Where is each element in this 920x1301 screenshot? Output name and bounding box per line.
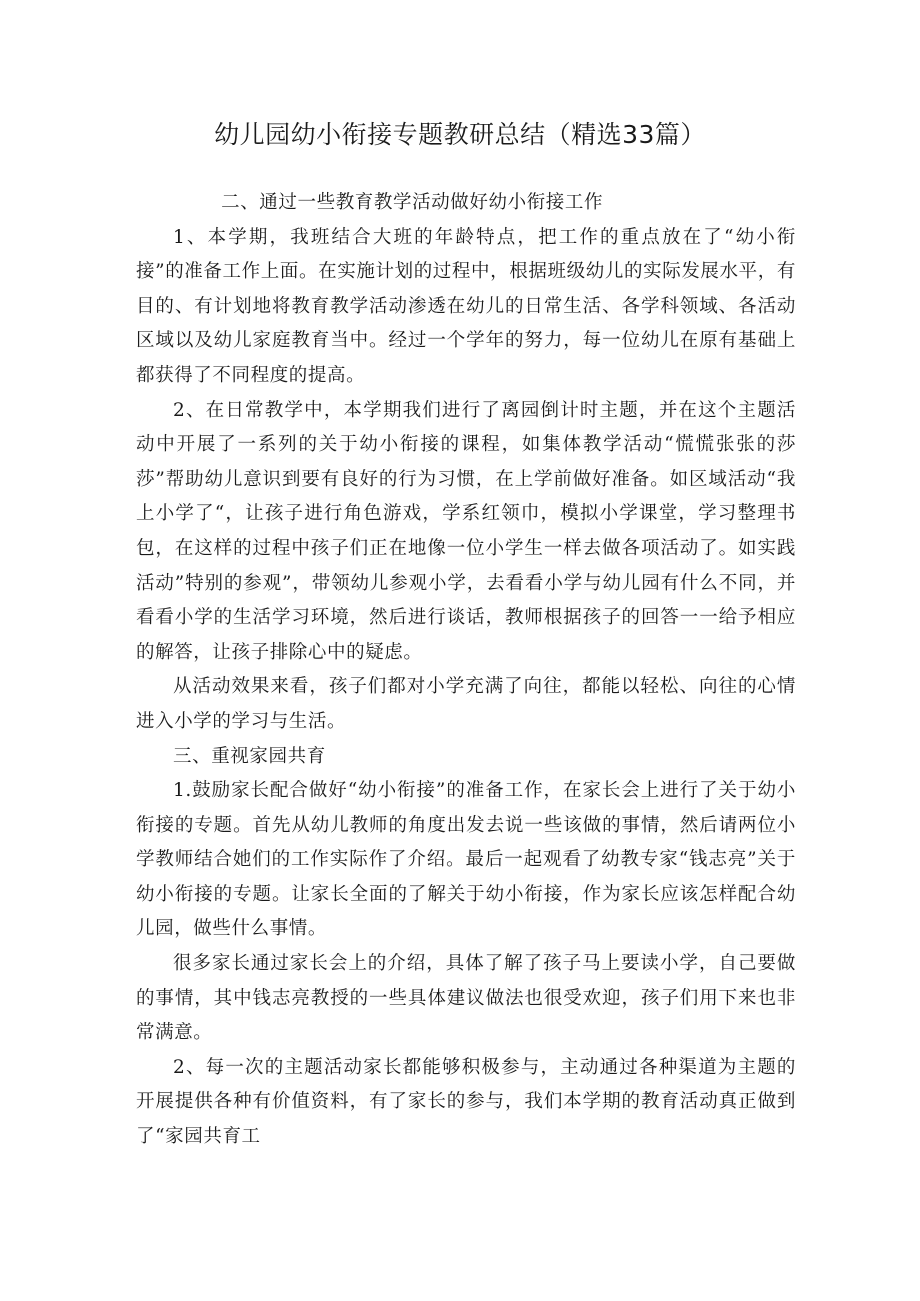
- paragraph: 1.鼓励家长配合做好“幼小衔接”的准备工作，在家长会上进行了关于幼小衔接的专题。首先从幼儿教师的角度出发去说一些该做的事情，然后请两位小学教师结合她们的工作实际作了介绍。最后一起观看了幼教专家“钱志亮”关于幼小衔接的专题。让家长全面的了解关于幼小衔接，作为家长应该怎样配合幼儿园，做些什么事情。: [136, 780, 796, 940]
- paragraph: 很多家长通过家长会上的介绍，具体了解了孩子马上要读小学，自己要做的事情，其中钱志亮教授的一些具体建议做法也很受欢迎，孩子们用下来也非常满意。: [136, 953, 796, 1044]
- section-heading: 二、通过一些教育教学活动做好幼小衔接工作: [221, 192, 604, 213]
- paragraph: 从活动效果来看，孩子们都对小学充满了向往，都能以轻松、向往的心情进入小学的学习与生活。: [136, 676, 796, 732]
- paragraph: 2、在日常教学中，本学期我们进行了离园倒计时主题，并在这个主题活动中开展了一系列的关于幼小衔接的课程，如集体教学活动“慌慌张张的莎莎”帮助幼儿意识到要有良好的行为习惯，在上学前做好准备。如区域活动“我上小学了“，让孩子进行角色游戏，学系红领巾，模拟小学课堂，学习整理书包，在这样的过程中孩子们正在地像一位小学生一样去做各项活动了。如实践活动”特别的参观”，带领幼儿参观小学，去看看小学与幼儿园有什么不同，并看看小学的生活学习环境，然后进行谈话，教师根据孩子的回答一一给予相应的解答，让孩子排除心中的疑虑。: [136, 399, 796, 663]
- document-body: [136, 186, 796, 1155]
- document-title: 幼儿园幼小衔接专题教研总结（精选33篇）: [214, 120, 706, 149]
- paragraph: 1、本学期，我班结合大班的年龄特点，把工作的重点放在了“幼小衔接”的准备工作上面。在实施计划的过程中，根据班级幼儿的实际发展水平，有目的、有计划地将教育教学活动渗透在幼儿的日常生活、各学科领域、各活动区域以及幼儿家庭教育当中。经过一个学年的努力，每一位幼儿在原有基础上都获得了不同程度的提高。: [136, 226, 796, 386]
- section-heading: 三、重视家园共育: [173, 745, 326, 767]
- paragraph: 2、每一次的主题活动家长都能够积极参与，主动通过各种渠道为主题的开展提供各种有价值资料，有了家长的参与，我们本学期的教育活动真正做到了“家园共育工: [136, 1056, 796, 1148]
